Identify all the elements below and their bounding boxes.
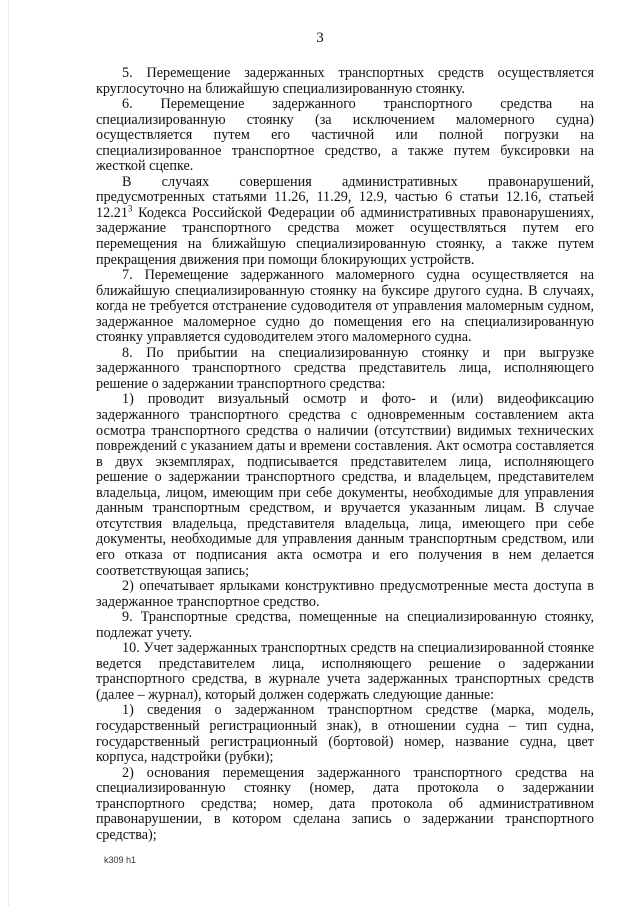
paragraph-special-cases-text: В случаях совершения административных правонарушений, предусмотренных статьями 11.26, 11.29, 12.9, частью 6 статьи 12.16, статьей 12.21 [96,173,594,221]
page-number: 3 [316,30,324,46]
paragraph-special-cases [96,175,594,268]
scan-edge-line [8,0,9,905]
paragraph-6: 6. Перемещение задержанного транспортного средства на специализированную стоянку (за исключением маломерного судна) осуществляется путем его частичной или полной погрузки на специализированное транспортное средство, а также путем буксировки на жесткой сцепке. [96,96,594,175]
document-body [96,66,594,843]
paragraph-9: 9. Транспортные средства, помещенные на специализированную стоянку, подлежат учету. [96,609,594,641]
footer-document-code: k309 h1 [104,855,137,865]
paragraph-8: 8. По прибытии на специализированную стоянку и при выгрузке задержанного транспортного средства представитель лица, исполняющего решение о задержании транспортного средства: [96,344,594,392]
paragraph-special-cases-text-end: Кодекса Российской Федерации об административных правонарушениях, задержание транспортного средства может осуществляться путем его перемещения на ближайшую специализированную стоянку, а также путем прекращения движения при помощи блокирующих устройств. [96,204,594,268]
paragraph-7: 7. Перемещение задержанного маломерного судна осуществляется на ближайшую специализированную стоянку на буксире другого судна. В случаях, когда не требуется отстранение судоводителя от управления маломерным судном, задержанное маломерное судно до помещения его на специализированную стоянку управляется судоводителем этого маломерного судна. [96,267,594,346]
paragraph-8-item-2: 2) опечатывает ярлыками конструктивно предусмотренные места доступа в задержанное транспортное средство. [96,578,594,610]
paragraph-8-item-1: 1) проводит визуальный осмотр и фото- и (или) видеофиксацию задержанного транспортного средства с одновременным составлением акта осмотра транспортного средства о наличии (отсутствии) видимых технических повреждений с указанием даты и времени составления. Акт осмотра составляется в двух экземплярах, подписывается представителем лица, исполняющего решение о задержании транспортного средства, и владельцем, представителем владельца, лицом, имеющим при себе документы, необходимые для управления данным транспортным средством, и вручается указанным лицам. В случае отсутствия владельца, представителя владельца, лица, имеющего при себе документы, необходимые для управления данным транспортным средством, или его отказа от подписания акта осмотра и его получения в нем делается соответствующая запись; [96,391,594,579]
paragraph-10: 10. Учет задержанных транспортных средств на специализированной стоянке ведется представителем лица, исполняющего решение о задержании транспортного средства, в журнале учета задержанных транспортных средств (далее – журнал), который должен содержать следующие данные: [96,640,594,703]
paragraph-10-item-2: 2) основания перемещения задержанного транспортного средства на специализированную стоянку (номер, дата протокола о задержании транспортного средства; номер, дата протокола об административном правонарушении, в котором сделана запись о задержании транспортного средства); [96,764,594,843]
paragraph-10-item-1: 1) сведения о задержанном транспортном средстве (марка, модель, государственный регистрационный знак), в отношении судна – тип судна, государственный регистрационный (бортовой) номер, название судна, цвет корпуса, надстройки (рубки); [96,702,594,766]
article-superscript: 3 [127,203,133,214]
paragraph-5: 5. Перемещение задержанных транспортных средств осуществляется круглосуточно на ближайшую специализированную стоянку. [96,65,594,97]
